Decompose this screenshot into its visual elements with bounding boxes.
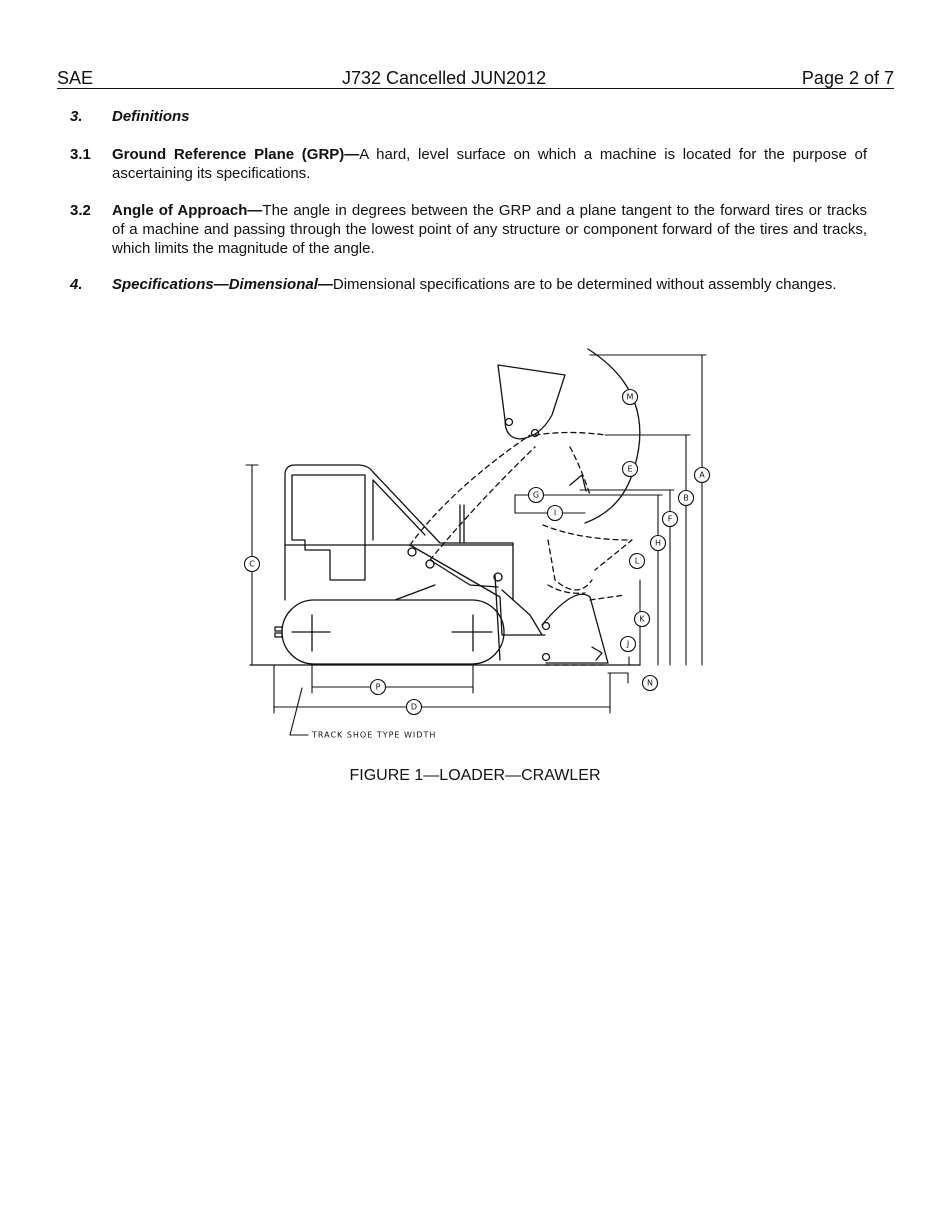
section-number: 3.: [70, 108, 83, 125]
bucket-raised: [498, 365, 565, 439]
section-text: A hard, level surface on which a machine is located for the purpose of ascertaining its specifications.: [112, 146, 867, 182]
track-shoe-note: TRACK SHOE TYPE WIDTH: [312, 730, 437, 740]
section-3-1: [70, 145, 867, 185]
vertical-dimensions: [246, 355, 706, 683]
section-text: The angle in degrees between the GRP and a plane tangent to the forward tires or tracks of a machine and passing through the lowest point of any structure or component forward of the tires and tracks, which limits the magnitude of the angle.: [112, 202, 867, 257]
label-e-text: E: [627, 464, 633, 474]
section-3-2: [70, 201, 867, 261]
section-4: [70, 275, 867, 295]
section-text: Dimensional specifications are to be determined without assembly changes.: [332, 276, 837, 293]
label-j-text: J: [626, 639, 630, 649]
label-c-text: C: [249, 559, 255, 569]
header-org: SAE: [57, 68, 94, 88]
loader-crawler-figure: [230, 335, 730, 745]
section-title: Angle of Approach—: [112, 202, 263, 219]
section-title: Definitions: [112, 108, 190, 125]
header-page-number: Page 2 of 7: [801, 68, 894, 88]
section-number: 3.1: [70, 146, 91, 163]
bucket-swing-arc: [585, 349, 640, 523]
section-number: 4.: [70, 276, 83, 293]
bucket-lowered: [542, 594, 608, 663]
lift-arm: [410, 545, 545, 635]
section-title: Ground Reference Plane (GRP)—: [112, 146, 360, 163]
label-p-text: P: [375, 682, 381, 692]
header-doc-id: J732 Cancelled JUN2012: [342, 68, 547, 88]
label-g-text: G: [532, 490, 540, 500]
figure-caption: FIGURE 1—LOADER—CRAWLER: [349, 767, 601, 784]
page-header: [57, 68, 894, 89]
label-k-text: K: [639, 614, 645, 624]
section-title: Specifications—Dimensional—: [112, 276, 333, 293]
label-a-text: A: [699, 470, 705, 480]
label-l-text: L: [634, 556, 640, 566]
cab-window: [292, 475, 365, 580]
label-m-text: M: [626, 392, 634, 402]
label-f-text: F: [667, 514, 673, 524]
section-3-heading: [70, 107, 867, 127]
machine-body: [285, 465, 513, 600]
label-b-text: B: [683, 493, 689, 503]
label-i-text: I: [553, 508, 557, 518]
loader-diagram: [230, 335, 730, 745]
label-d-text: D: [410, 702, 418, 712]
label-n-text: N: [647, 678, 653, 688]
label-h-text: H: [654, 538, 662, 548]
section-number: 3.2: [70, 202, 91, 219]
